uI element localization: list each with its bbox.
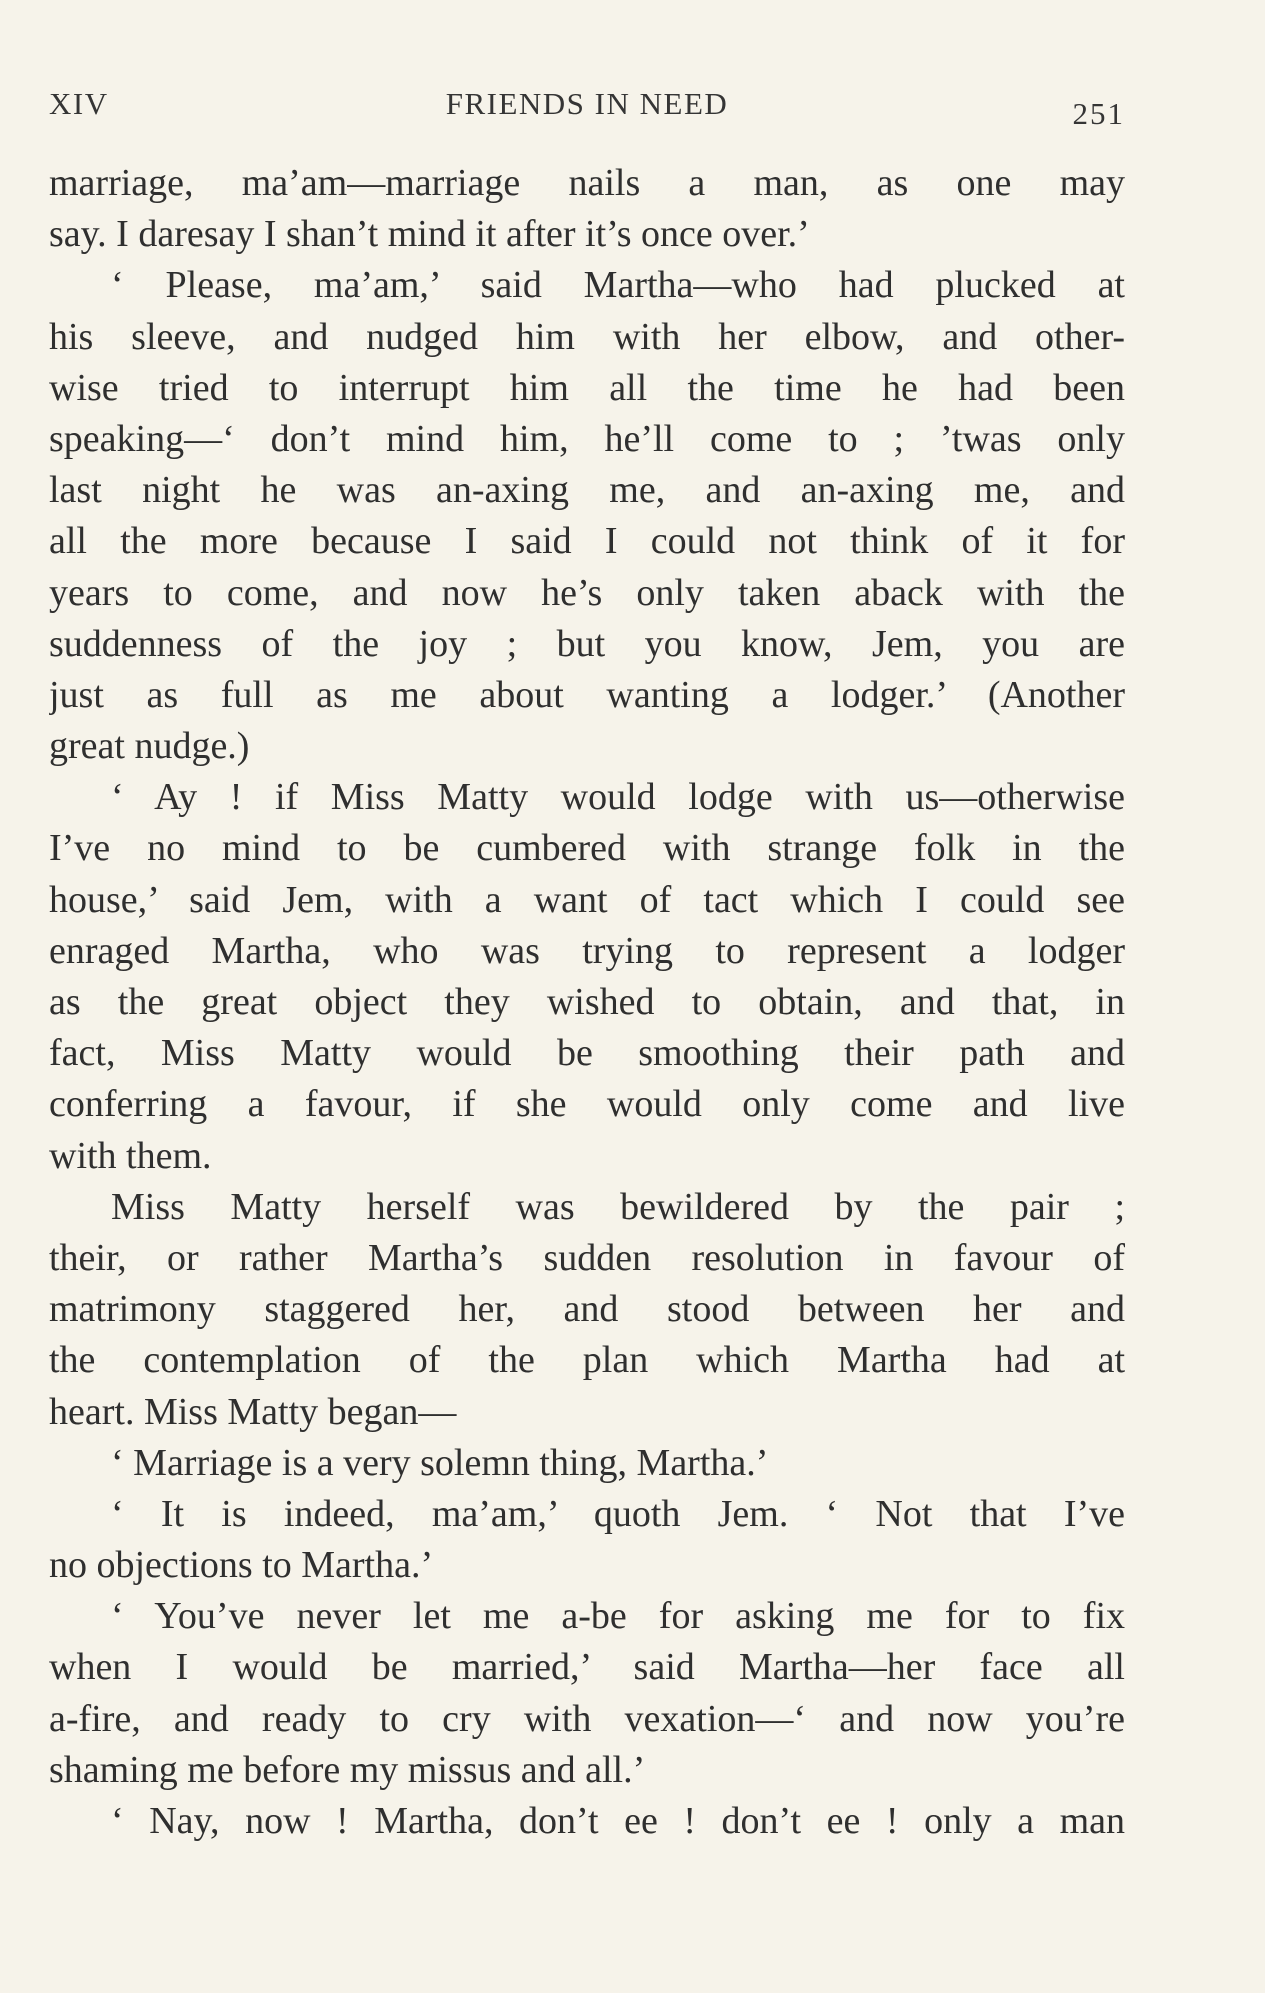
text-line: house,’ said Jem, with a want of tact which I could see — [49, 878, 1125, 921]
text-line: no objections to Martha.’ — [49, 1544, 434, 1587]
text-line: conferring a favour, if she would only come and live — [49, 1083, 1125, 1126]
text-line: great nudge.) — [49, 725, 250, 768]
body-text — [49, 158, 1125, 1847]
text-line: suddenness of the joy ; but you know, Jem, you are — [49, 622, 1125, 665]
text-line: the contemplation of the plan which Martha had at — [49, 1339, 1125, 1382]
chapter-number: XIV — [49, 86, 109, 121]
text-line: ‘ You’ve never let me a-be for asking me for to fix — [111, 1595, 1125, 1638]
text-line: ‘ Please, ma’am,’ said Martha—who had plucked at — [111, 264, 1125, 307]
running-title: FRIENDS IN NEED — [445, 86, 729, 121]
text-line: their, or rather Martha’s sudden resolution in favour of — [49, 1236, 1125, 1279]
text-line: wise tried to interrupt him all the time he had been — [49, 366, 1125, 409]
text-line: ‘ It is indeed, ma’am,’ quoth Jem. ‘ Not that I’ve — [111, 1492, 1125, 1535]
text-line: fact, Miss Matty would be smoothing their path and — [49, 1032, 1125, 1075]
text-line: all the more because I said I could not think of it for — [49, 520, 1125, 563]
text-line: heart. Miss Matty began— — [49, 1390, 457, 1433]
text-line: his sleeve, and nudged him with her elbow, and other- — [49, 315, 1125, 358]
text-line: as the great object they wished to obtain, and that, in — [49, 981, 1125, 1023]
text-line: ‘ Ay ! if Miss Matty would lodge with us—otherwise — [111, 776, 1125, 819]
text-line: speaking—‘ don’t mind him, he’ll come to ; ’twas only — [49, 417, 1125, 460]
text-line: shaming me before my missus and all.’ — [49, 1748, 646, 1791]
page-number: 251 — [1072, 96, 1125, 131]
text-line: years to come, and now he’s only taken aback with the — [49, 571, 1125, 614]
text-line: I’ve no mind to be cumbered with strange folk in the — [49, 827, 1125, 870]
text-line: ‘ Nay, now ! Martha, don’t ee ! don’t ee ! only a man — [111, 1800, 1125, 1842]
text-line: when I would be married,’ said Martha—her face all — [49, 1646, 1125, 1689]
text-line: with them. — [49, 1134, 212, 1177]
text-line: last night he was an-axing me, and an-axing me, and — [49, 469, 1125, 512]
text-line: marriage, ma’am—marriage nails a man, as one may — [49, 162, 1125, 204]
text-line: Miss Matty herself was bewildered by the pair ; — [111, 1185, 1125, 1228]
text-line: a-fire, and ready to cry with vexation—‘ and now you’re — [49, 1697, 1125, 1740]
text-line: just as full as me about wanting a lodger.’ (Another — [49, 673, 1125, 716]
running-head — [49, 86, 1125, 131]
text-line: matrimony staggered her, and stood between her and — [49, 1288, 1125, 1331]
text-line: enraged Martha, who was trying to represent a lodger — [49, 929, 1125, 972]
text-line: say. I daresay I shan’t mind it after it’s once over.’ — [49, 213, 810, 256]
text-line: ‘ Marriage is a very solemn thing, Martha.’ — [111, 1441, 769, 1484]
